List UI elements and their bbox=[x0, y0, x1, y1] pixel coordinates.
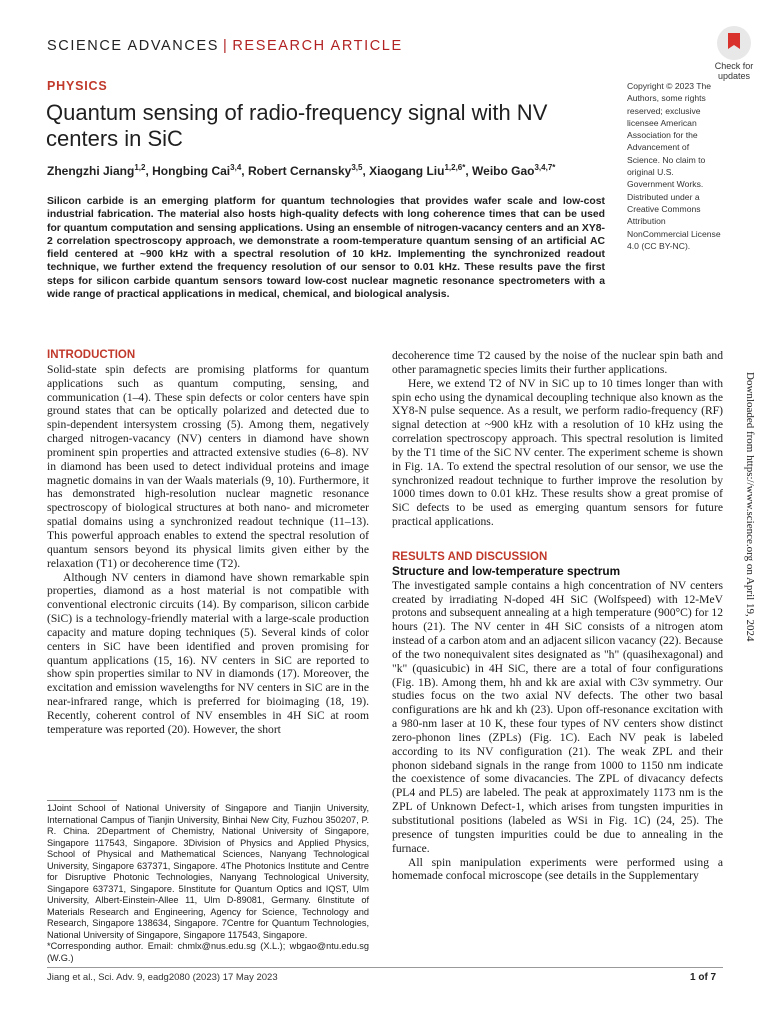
affiliations: 1Joint School of National University of Singapore and Tianjin University, International Campus of Tianjin University, Binhai New City, Fuzhou 350207, P. R. China. 2Department of Chemistry, National University of Singapore, Singapore 117543, Singapore. 3Division of Physics and Applied Physics, School of Physical and Mathematical Sciences, Nanyang Technological University, Singapore 637371, Singapore. 4The Photonics Institute and Centre for Disruptive Photonic Technologies, Nanyang Technological University, Singapore 637371, Singapore. 5Institute for Quantum Optics and IQST, Ulm University, Albert-Einstein-Allee 11, Ulm D-89081, Germany. 6Institute of Materials Research and Engineering, Agency for Science, Technology and Research, Singapore 138634, Singapore. 7Centre for Quantum Technologies, National University of Singapore, Singapore 117543, Singapore. bbox=[47, 803, 369, 940]
author-affiliation-marker: 1,2,6* bbox=[444, 163, 466, 172]
author-affiliation-marker: 3,4 bbox=[230, 163, 242, 172]
page-number: 1 of 7 bbox=[690, 972, 717, 983]
download-notice[interactable]: Downloaded from https://www.science.org on April 19, 2024 bbox=[744, 372, 756, 642]
subsection-heading: Structure and low-temperature spectrum bbox=[392, 563, 621, 578]
author-affiliation-marker: 1,2 bbox=[134, 163, 146, 172]
topic-label: PHYSICS bbox=[47, 79, 108, 93]
author-affiliation-marker: 3,4,7* bbox=[534, 163, 556, 172]
badge-line1: Check for bbox=[714, 61, 754, 71]
footnote-rule bbox=[47, 800, 117, 801]
author-list: Zhengzhi Jiang$^{1,2}$, Hongbing Cai$^{3,4}$, Robert Cernansky$^{3,5}$, Xiaogang Liu$^{1,2,6*}$, Weibo Gao$^{3,4,7*}$ bbox=[47, 163, 556, 178]
journal-header bbox=[47, 38, 403, 54]
author-name[interactable]: Robert Cernansky bbox=[247, 164, 352, 178]
right-paragraph-1: decoherence time T2 caused by the noise of the nuclear spin bath and other paramagnetic species limits their further applications. bbox=[392, 349, 723, 376]
copyright-notice: Copyright © 2023 The Authors, some rights reserved; exclusive licensee American Association for the Advancement of Science. No claim to original U.S. Government Works. Distributed under a Creative Commons Attribution NonCommercial License 4.0 (CC BY-NC). bbox=[627, 81, 721, 251]
check-for-updates-badge[interactable] bbox=[705, 26, 763, 84]
footer-rule bbox=[47, 967, 723, 968]
corresponding-author: *Corresponding author. Email: chmlx@nus.edu.sg (X.L.); wbgao@ntu.edu.sg (W.G.) bbox=[47, 941, 369, 963]
intro-paragraph-2: Although NV centers in diamond have shown remarkable spin properties, diamond as a host material is not compatible with conventional electronic circuits (14). By comparison, silicon carbide (SiC) is a technology-friendly material with a large-scale production capacity and mature doping techniques (5). Several kinds of color centers in SiC have been identified and proven promising for quantum applications (15, 16). NV centers in SiC are reported to show spin properties similar to NV in diamonds (17). Moreover, the excitation and emission wavelengths for NV centers in SiC are in the near-infrared range, which is preferred for bioimaging (18, 19). Recently, coherent control of NV ensembles in 4H SiC at room temperature was reported (20). However, the short bbox=[47, 570, 369, 736]
citation: Jiang et al., Sci. Adv. 9, eadg2080 (2023) 17 May 2023 bbox=[47, 972, 278, 983]
author-affiliation-marker: 3,5 bbox=[351, 163, 363, 172]
left-column bbox=[47, 349, 369, 737]
intro-paragraph-1: Solid-state spin defects are promising platforms for quantum applications such as quantum computing, sensing, and communication (1–4). These spin defects or color centers have spin ground states that can be optically polarized and detected due to spin-dependent intersystem crossing (5). Among them, negatively charged nitrogen-vacancy (NV) centers in diamond have shown prominent spin properties and attracted extensive studies (6–8). NV in diamond has been used to detect individual proteins and image magnetic domains in van der Waals materials (9, 10). Furthermore, it has demonstrated high-resolution nuclear magnetic resonance spectroscopy of biological structures at both nano- and micrometer spatial domains using a synchronized readout technique (11–13). This powerful approach enables to extend the spectral resolution of quantum sensors beyond its physical limits given either by the relaxation (T1) or decoherence time (T2). bbox=[47, 362, 369, 570]
right-paragraph-4: All spin manipulation experiments were performed using a homemade confocal microscope (see details in the Supplementary bbox=[392, 855, 723, 883]
badge-line2: updates bbox=[717, 70, 751, 81]
header-separator: | bbox=[222, 38, 229, 54]
affiliations-block bbox=[47, 803, 369, 964]
right-column bbox=[392, 349, 723, 883]
journal-name: SCIENCE ADVANCES bbox=[47, 38, 219, 54]
author-name[interactable]: Weibo Gao bbox=[472, 164, 535, 178]
results-heading: RESULTS AND DISCUSSION bbox=[392, 550, 548, 563]
page-title: Quantum sensing of radio-frequency signal with NV centers in SiC bbox=[46, 100, 548, 151]
intro-heading: INTRODUCTION bbox=[47, 349, 136, 361]
author-name[interactable]: Hongbing Cai bbox=[152, 164, 231, 178]
author-name[interactable]: Zhengzhi Jiang bbox=[47, 164, 135, 178]
author-name[interactable]: Xiaogang Liu bbox=[369, 164, 445, 178]
article-type: RESEARCH ARTICLE bbox=[232, 38, 403, 54]
right-paragraph-2: Here, we extend T2 of NV in SiC up to 10 times longer than with spin echo using the dynamical decoupling technique also known as the XY8-N pulse sequence. As a result, we perform radio-frequency (RF) signal detection at ~900 kHz with a resolution of 10 kHz using the correlation spectroscopy approach. This spectral resolution is limited by the T1 time of the SiC NV center. The experiment scheme is shown in Fig. 1A. To extend the spectral resolution of our sensor, we use the synchronized readout technique to further improve the resolution by 1000 times down to 0.01 kHz. These results show a great promise of SiC defects to be used as emerging quantum sensors for future practical applications. bbox=[392, 376, 723, 529]
right-paragraph-3: The investigated sample contains a high concentration of NV centers created by irradiating N-doped 4H SiC (Wolfspeed) with 12-MeV protons and subsequent annealing at a high temperature (900°C) for 12 hours (21). The NV center in 4H SiC consists of a nitrogen atom instead of a carbon atom and an adjacent silicon vacancy (22). Because of the two nonequivalent sites designated as "h" (quasihexagonal) and "k" (quasicubic) in 4H SiC, there are a total of four configurations (Fig. 1B). Among them, hh and kk are axial with C3v symmetry. Our studies focus on the two axial NV defects. The other two basal configurations are hk and kh (23). Upon off-resonance excitation with a 980-nm laser at 10 K, these four types of NV centers show distinct zero-phonon lines (ZPLs) (Fig. 1C). Each NV peak is labeled according to its NV configuration (21). The weak ZPL and their phonon sideband signals in the range from 1000 to 1150 nm indicate the coexistence of some divacancies. The ZPL of divacancy defects (PL4 and PL5) are labeled. The peak at approximately 1173 nm is the ZPL of Unknown Defect-1, which arises from tungsten impurities in substitutional positions (labeled as WSi in Fig. 1C) (24, 25). The presence of tungsten impurities could be due to annealing in the furnace. bbox=[392, 578, 723, 855]
abstract: Silicon carbide is an emerging platform for quantum technologies that provides wafer scale and low-cost industrial fabrication. The material also hosts high-quality defects with long coherence times that can be used for quantum computation and sensing applications. Using an ensemble of nitrogen-vacancy centers and an XY8-2 correlation spectroscopy approach, we demonstrate a room-temperature quantum sensing of an artificial AC field centered at ~900 kHz with a spectral resolution of 10 kHz. Implementing the synchronized readout technique, we further extend the frequency resolution of our sensor to 0.01 kHz. These results pave the first steps for silicon carbide quantum sensors toward low-cost nuclear magnetic resonance spectrometers with a wide range of practical applications in medical, chemical, and biological analysis. bbox=[47, 196, 605, 301]
bookmark-icon bbox=[717, 26, 751, 60]
